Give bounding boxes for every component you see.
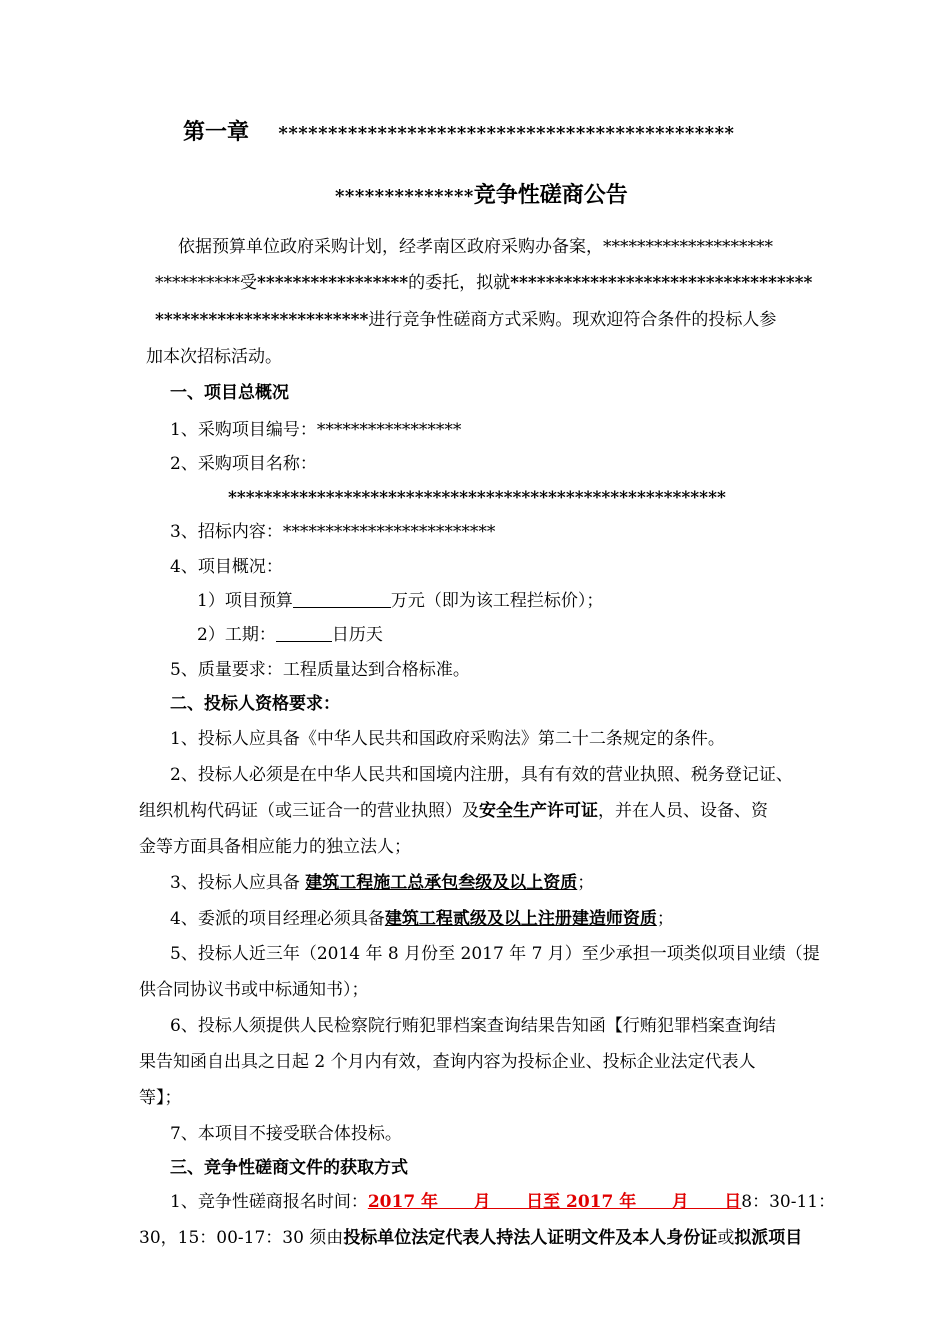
requirement-6-line-1: 6、投标人须提供人民检察院行贿犯罪档案查询结果告知函【行贿犯罪档案查询结 — [170, 1016, 776, 1036]
registration-time-line-1: 1、竞争性磋商报名时间：2017 年 月 日至 2017 年 月 日8：30-11： — [170, 1192, 836, 1212]
chapter-label: 第一章 — [183, 119, 250, 145]
intro-line-1: 依据预算单位政府采购计划，经孝南区政府采购办备案，******************** — [178, 237, 773, 257]
requirement-2-line-2: 组织机构代码证（或三证合一的营业执照）及安全生产许可证，并在人员、设备、资 — [139, 801, 768, 821]
project-number: 1、采购项目编号：***************** — [170, 420, 462, 440]
chapter-title-stars: ********************************************** — [278, 123, 735, 144]
intro-line-2: **********受*****************的委托，拟就********************************** — [155, 273, 813, 293]
requirement-7: 7、本项目不接受联合体投标。 — [170, 1124, 402, 1144]
registration-dates: 2017 年 月 日至 2017 年 月 日 — [367, 1192, 742, 1212]
intro-line-3: ************************进行竞争性磋商方式采购。现欢迎符合条件的投标人参 — [155, 310, 777, 330]
period-blank — [276, 623, 332, 642]
construction-period: 2）工期： 日历天 — [197, 625, 383, 645]
project-overview-label: 4、项目概况： — [170, 557, 283, 577]
budget-blank — [293, 589, 391, 608]
requirement-5-line-2: 供合同协议书或中标通知书）； — [139, 980, 369, 1000]
registration-time-line-2: 30，15：00-17：30 须由投标单位法定代表人持法人证明文件及本人身份证或拟派项目 — [139, 1228, 803, 1248]
section-2-heading: 二、投标人资格要求： — [170, 694, 340, 714]
section-3-heading: 三、竞争性磋商文件的获取方式 — [170, 1158, 408, 1178]
project-budget: 1）项目预算 万元（即为该工程拦标价）； — [197, 591, 604, 611]
tender-content: 3、招标内容：************************* — [170, 522, 496, 542]
section-1-heading: 一、项目总概况 — [170, 383, 289, 403]
project-name-label: 2、采购项目名称： — [170, 454, 317, 474]
requirement-6-line-2: 果告知函自出具之日起 2 个月内有效，查询内容为投标企业、投标企业法定代表人 — [139, 1052, 756, 1072]
intro-line-4: 加本次招标活动。 — [146, 347, 282, 367]
requirement-5-line-1: 5、投标人近三年（2014 年 8 月份至 2017 年 7 月）至少承担一项类似项目业绩（提 — [170, 944, 820, 964]
page-title: 竞争性磋商公告 — [473, 182, 628, 208]
title-stars: ************** — [335, 186, 474, 207]
requirement-1: 1、投标人应具备《中华人民共和国政府采购法》第二十二条规定的条件。 — [170, 729, 725, 749]
requirement-4: 4、委派的项目经理必须具备建筑工程贰级及以上注册建造师资质； — [170, 909, 674, 929]
project-name-value: ******************************************************** — [228, 488, 726, 508]
quality-requirement: 5、质量要求：工程质量达到合格标准。 — [170, 660, 470, 680]
requirement-2-line-3: 金等方面具备相应能力的独立法人； — [139, 837, 411, 857]
requirement-3: 3、投标人应具备 建筑工程施工总承包叁级及以上资质； — [170, 873, 595, 893]
requirement-6-line-3: 等】； — [139, 1088, 182, 1108]
requirement-2-line-1: 2、投标人必须是在中华人民共和国境内注册，具有有效的营业执照、税务登记证、 — [170, 765, 793, 785]
